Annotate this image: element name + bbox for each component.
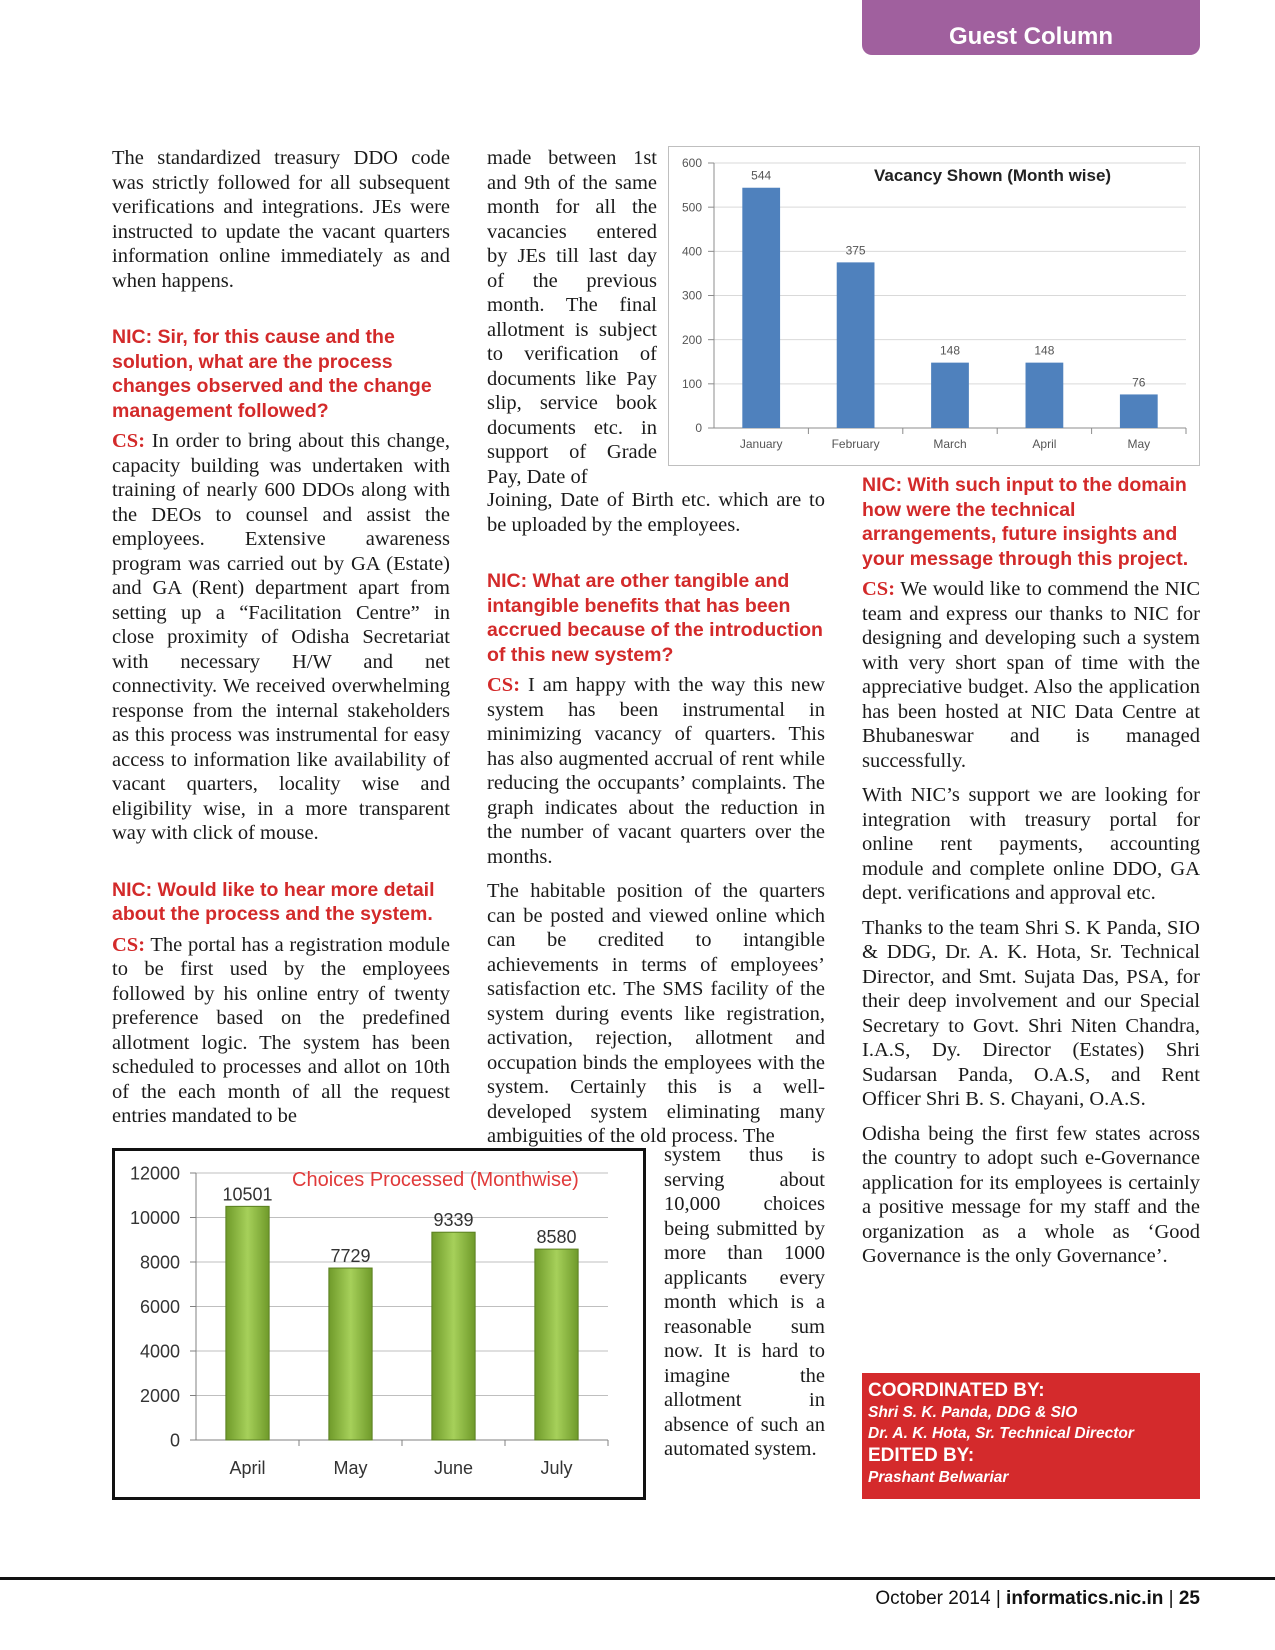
paragraph: The habitable position of the quarters can be posted and viewed online which can be credited to intangible achievements in terms of employees’ satisfaction etc. The SMS facility of the system during events like registration, activation, rejection, allotment and occupation binds the employees with the system. Certainly this is a well-developed system eliminating many ambiguities of the old process. The (487, 880, 825, 1147)
cs-label: CS: (112, 933, 146, 956)
answer-text: In order to bring about this change, capacity building was undertaken with training of nearly 600 DDOs along with the DEOs to counsel and assist the employees. Extensive awareness program was carried out by GA (Estate) and GA (Rent) department apart from setting up a “Facilitation Centre” in close proximity of Odisha Secretariat with necessary H/W and net connectivity. We received overwhelming response from the internal stakeholders as this process was instrumental for easy access to information like availability of vacant quarters, locality wise and eligibility wise, in a more transparent way with click of mouse. (112, 430, 450, 844)
bar (329, 1268, 372, 1440)
bar (535, 1249, 578, 1440)
question-heading: NIC: Sir, for this cause and the solution, what are the process changes observed and the change management followed? (112, 326, 432, 422)
y-tick-label: 4000 (139, 1341, 180, 1362)
question-heading: NIC: Would like to hear more detail about the process and the system. (112, 878, 435, 925)
paragraph: Thanks to the team Shri S. K Panda, SIO & DDG, Dr. A. K. Hota, Sr. Technical Director, and Smt. Sujata Das, PSA, for their deep involvement and our Special Secretary to Govt. Shri Niten Chandra, I.A.S, Dy. Director (Estates) Shri Sudarsan Panda, O.A.S, and Rent Officer Shri B. S. Chayani, O.A.S. (862, 916, 1200, 1110)
column-3 (862, 473, 1200, 1279)
y-tick-label: 500 (681, 200, 702, 215)
cs-label: CS: (487, 674, 521, 696)
section-tag-label: Guest Column (948, 23, 1113, 50)
choices-chart (112, 1148, 646, 1500)
bar (1120, 394, 1158, 428)
separator: | (990, 1588, 1007, 1609)
answer-text: I am happy with the way this new system has been instrumental in minimizing vacancy of quarters. This has also augmented accrual of rent while reducing the occupants’ complaints. The graph indicates about the reduction in the number of vacant quarters over the months. (487, 674, 825, 868)
edited-label: EDITED BY: (868, 1445, 975, 1466)
issue-date: October 2014 (875, 1588, 991, 1609)
column-2-beside-chart (664, 1143, 825, 1472)
vacancy-chart (668, 146, 1200, 466)
x-tick-label: March (933, 437, 967, 451)
paragraph: Odisha being the first few states across the country to adopt such e-Governance application for its employees is certainly a positive message for my staff and the organization as a whole as ‘Good Governance is the only Governance’. (862, 1122, 1200, 1267)
data-label: 375 (845, 243, 866, 258)
separator: | (1163, 1588, 1179, 1609)
coordinator-name: Shri S. K. Panda, DDG & SIO (868, 1404, 1078, 1421)
y-tick-label: 200 (681, 332, 702, 347)
y-tick-label: 400 (681, 244, 702, 259)
data-label: 9339 (433, 1210, 474, 1231)
chart-title: Vacancy Shown (Month wise) (874, 166, 1112, 185)
cs-label: CS: (862, 578, 896, 600)
credits-box (862, 1373, 1200, 1499)
paragraph: system thus is serving about 10,000 choices being submitted by more than 1000 applicants every month which is a reasonable sum now. It is hard to imagine the allotment in absence of such an automated system. (664, 1144, 825, 1460)
x-tick-label: July (540, 1458, 573, 1478)
section-tag (862, 0, 1200, 55)
paragraph: With NIC’s support we are looking for integration with treasury portal for online rent payments, accounting module and complete online DDO, GA dept. verifications and approval etc. (862, 784, 1200, 904)
bar (1026, 363, 1064, 428)
x-tick-label: February (831, 437, 880, 451)
answer-paragraph (112, 933, 450, 1129)
answer-text: The portal has a registration module to be first used by the employees followed by his online entry of twenty preference based on the predefined allotment logic. The system has been scheduled to processes and allot on 10th of the each month of all the request entries mandated to be (112, 933, 450, 1127)
x-tick-label: April (229, 1458, 266, 1478)
y-tick-label: 100 (681, 377, 702, 392)
data-label: 148 (1034, 343, 1055, 358)
question-heading: NIC: What are other tangible and intangible benefits that has been accrued because of the introduction of this new system? (487, 570, 823, 666)
footer (875, 1588, 1200, 1610)
cs-label: CS: (112, 430, 146, 452)
bar (742, 188, 780, 428)
answer-paragraph (862, 577, 1200, 773)
coordinator-name: Dr. A. K. Hota, Sr. Technical Director (868, 1425, 1134, 1442)
website-link[interactable]: informatics.nic.in (1006, 1588, 1164, 1609)
x-tick-label: January (739, 437, 783, 451)
y-tick-label: 12000 (129, 1163, 180, 1184)
y-tick-label: 600 (681, 156, 702, 171)
bar (837, 262, 875, 428)
editor-name: Prashant Belwariar (868, 1469, 1009, 1486)
chart-title: Choices Processed (Monthwise) (292, 1169, 579, 1191)
data-label: 76 (1132, 375, 1146, 390)
column-2-narrow (487, 146, 657, 489)
data-label: 7729 (330, 1246, 371, 1267)
footer-rule (0, 1577, 1275, 1580)
paragraph: made between 1st and 9th of the same month for all the vacancies entered by JEs till last day of the previous month. The final allotment is subject to verification of documents like Pay slip, service book documents etc. in support of Grade Pay, Date of (487, 147, 657, 488)
x-tick-label: May (1127, 437, 1151, 451)
x-tick-label: April (1032, 437, 1057, 451)
y-tick-label: 0 (169, 1430, 180, 1451)
y-tick-label: 10000 (129, 1207, 180, 1228)
answer-paragraph (487, 673, 825, 869)
bar (226, 1206, 269, 1440)
data-label: 544 (751, 168, 772, 183)
y-tick-label: 6000 (139, 1296, 180, 1317)
bar (432, 1232, 475, 1440)
y-tick-label: 2000 (139, 1385, 180, 1406)
data-label: 10501 (222, 1184, 273, 1205)
question-heading: NIC: With such input to the domain how were the technical arrangements, future insights and your message through this project. (862, 474, 1189, 570)
data-label: 148 (939, 343, 961, 358)
data-label: 8580 (536, 1227, 577, 1248)
y-tick-label: 8000 (139, 1252, 180, 1273)
y-tick-label: 300 (681, 288, 702, 303)
answer-paragraph (112, 429, 450, 846)
paragraph: Joining, Date of Birth etc. which are to be uploaded by the employees. (487, 489, 825, 536)
paragraph: The standardized treasury DDO code was strictly followed for all subsequent verifications and integrations. JEs were instructed to update the vacant quarters information online immediately as and when happens. (112, 147, 450, 292)
column-2 (487, 488, 825, 1159)
bar (931, 363, 969, 428)
column-1 (112, 146, 450, 1139)
coordinated-label: COORDINATED BY: (868, 1380, 1045, 1401)
answer-text: We would like to commend the NIC team and express our thanks to NIC for designing and developing such a system with very short span of time with the appreciative budget. Also the application has been hosted at NIC Data Centre at Bhubaneswar and is managed successfully. (862, 578, 1200, 772)
x-tick-label: June (433, 1458, 474, 1478)
y-tick-label: 0 (695, 421, 702, 436)
x-tick-label: May (333, 1458, 368, 1478)
page-number: 25 (1178, 1588, 1200, 1609)
